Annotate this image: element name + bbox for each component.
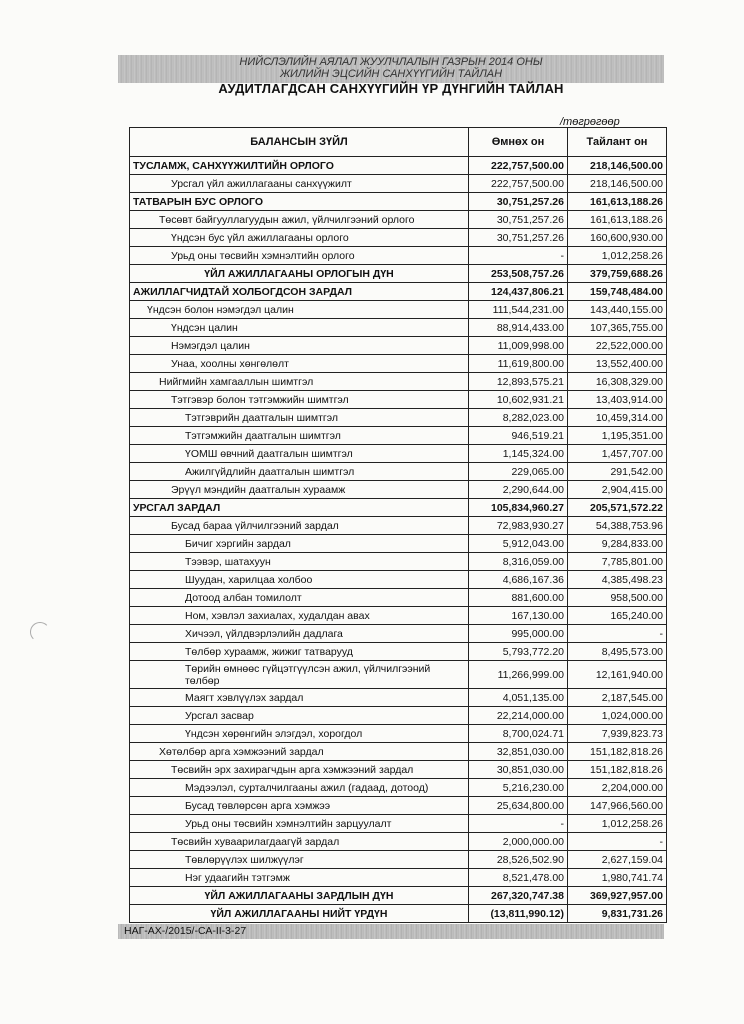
row-label: Тэтгэвэр болон тэтгэмжийн шимтгэл <box>130 391 469 409</box>
row-current-year-value: 1,024,000.00 <box>568 707 667 725</box>
col-header-item: БАЛАНСЫН ЗҮЙЛ <box>130 128 469 157</box>
table-row <box>130 743 667 761</box>
row-current-year-value: 151,182,818.26 <box>568 761 667 779</box>
row-label: Шуудан, харилцаа холбоо <box>130 571 469 589</box>
table-row <box>130 283 667 301</box>
row-prev-year-value: 30,751,257.26 <box>469 193 568 211</box>
row-prev-year-value: 8,700,024.71 <box>469 725 568 743</box>
table-row <box>130 499 667 517</box>
table-row <box>130 643 667 661</box>
row-label: Төвлөрүүлэх шилжүүлэг <box>130 851 469 869</box>
row-current-year-value: 147,966,560.00 <box>568 797 667 815</box>
row-prev-year-value: 12,893,575.21 <box>469 373 568 391</box>
table-row <box>130 355 667 373</box>
row-prev-year-value: 111,544,231.00 <box>469 301 568 319</box>
row-current-year-value: - <box>568 625 667 643</box>
header-line-2: ЖИЛИЙН ЭЦСИЙН САНХҮҮГИЙН ТАЙЛАН <box>279 68 503 80</box>
table-row <box>130 725 667 743</box>
row-prev-year-value: 881,600.00 <box>469 589 568 607</box>
row-prev-year-value: 5,793,772.20 <box>469 643 568 661</box>
row-label: Үндсэн хөрөнгийн элэгдэл, хорогдол <box>130 725 469 743</box>
row-prev-year-value: 28,526,502.90 <box>469 851 568 869</box>
row-prev-year-value: - <box>469 247 568 265</box>
table-row <box>130 319 667 337</box>
row-current-year-value: 218,146,500.00 <box>568 175 667 193</box>
row-label: Нэмэгдэл цалин <box>130 337 469 355</box>
report-title: АУДИТЛАГДСАН САНХҮҮГИЙН ҮР ДҮНГИЙН ТАЙЛАН <box>218 81 564 96</box>
row-current-year-value: 16,308,329.00 <box>568 373 667 391</box>
row-current-year-value: 958,500.00 <box>568 589 667 607</box>
row-label: Бичиг хэргийн зардал <box>130 535 469 553</box>
row-prev-year-value: 2,290,644.00 <box>469 481 568 499</box>
row-prev-year-value: 32,851,030.00 <box>469 743 568 761</box>
row-label: Маягт хэвлүүлэх зардал <box>130 689 469 707</box>
row-prev-year-value: 995,000.00 <box>469 625 568 643</box>
row-label: Нийгмийн хамгааллын шимтгэл <box>130 373 469 391</box>
row-current-year-value: 151,182,818.26 <box>568 743 667 761</box>
row-current-year-value: 369,927,957.00 <box>568 887 667 905</box>
row-prev-year-value: 11,266,999.00 <box>469 661 568 689</box>
row-label: Мэдээлэл, сурталчилгааны ажил (гадаад, дотоод) <box>130 779 469 797</box>
table-row <box>130 517 667 535</box>
table-row <box>130 661 667 689</box>
table-row <box>130 905 667 923</box>
row-label: ҮЙЛ АЖИЛЛАГААНЫ ЗАРДЛЫН ДҮН <box>130 887 469 905</box>
table-row <box>130 193 667 211</box>
row-label: Үндсэн бус үйл ажиллагааны орлого <box>130 229 469 247</box>
table-row <box>130 409 667 427</box>
row-label: Ном, хэвлэл захиалах, худалдан авах <box>130 607 469 625</box>
row-prev-year-value: 8,521,478.00 <box>469 869 568 887</box>
table-row <box>130 265 667 283</box>
table-row <box>130 157 667 175</box>
row-prev-year-value: 5,912,043.00 <box>469 535 568 553</box>
row-current-year-value: 1,012,258.26 <box>568 247 667 265</box>
row-prev-year-value: 30,851,030.00 <box>469 761 568 779</box>
table-row <box>130 571 667 589</box>
financial-table <box>129 127 667 923</box>
row-label: ТУСЛАМЖ, САНХҮҮЖИЛТИЙН ОРЛОГО <box>130 157 469 175</box>
row-label: ҮЙЛ АЖИЛЛАГААНЫ НИЙТ ҮРДҮН <box>130 905 469 923</box>
table-row <box>130 211 667 229</box>
table-row <box>130 301 667 319</box>
table-row <box>130 689 667 707</box>
row-label: ҮЙЛ АЖИЛЛАГААНЫ ОРЛОГЫН ДҮН <box>130 265 469 283</box>
table-row <box>130 761 667 779</box>
row-current-year-value: 22,522,000.00 <box>568 337 667 355</box>
row-current-year-value: 1,012,258.26 <box>568 815 667 833</box>
row-current-year-value: 218,146,500.00 <box>568 157 667 175</box>
row-current-year-value: 8,495,573.00 <box>568 643 667 661</box>
row-label: Төрийн өмнөөс гүйцэтгүүлсэн ажил, үйлчилгээний төлбөр <box>130 661 469 689</box>
row-current-year-value: 159,748,484.00 <box>568 283 667 301</box>
table-row <box>130 887 667 905</box>
row-label: Урьд оны төсвийн хэмнэлтийн орлого <box>130 247 469 265</box>
row-current-year-value: 9,284,833.00 <box>568 535 667 553</box>
row-label: Бусад бараа үйлчилгээний зардал <box>130 517 469 535</box>
row-prev-year-value: 267,320,747.38 <box>469 887 568 905</box>
row-label: Дотоод албан томилолт <box>130 589 469 607</box>
row-current-year-value: 1,457,707.00 <box>568 445 667 463</box>
row-current-year-value: 143,440,155.00 <box>568 301 667 319</box>
row-current-year-value: 7,785,801.00 <box>568 553 667 571</box>
table-row <box>130 391 667 409</box>
row-prev-year-value: 1,145,324.00 <box>469 445 568 463</box>
row-current-year-value: 1,980,741.74 <box>568 869 667 887</box>
row-current-year-value: 2,187,545.00 <box>568 689 667 707</box>
row-current-year-value: 4,385,498.23 <box>568 571 667 589</box>
table-row <box>130 427 667 445</box>
table-row <box>130 625 667 643</box>
table-row <box>130 481 667 499</box>
row-prev-year-value: 167,130.00 <box>469 607 568 625</box>
row-label: Урьд оны төсвийн хэмнэлтийн зарцуулалт <box>130 815 469 833</box>
row-label: Үндсэн цалин <box>130 319 469 337</box>
row-prev-year-value: (13,811,990.12) <box>469 905 568 923</box>
currency-unit: /төгрөгөөр <box>560 116 620 128</box>
row-current-year-value: 2,204,000.00 <box>568 779 667 797</box>
row-current-year-value: 165,240.00 <box>568 607 667 625</box>
row-current-year-value: 2,627,159.04 <box>568 851 667 869</box>
table-row <box>130 337 667 355</box>
row-label: Тээвэр, шатахуун <box>130 553 469 571</box>
row-prev-year-value: 25,634,800.00 <box>469 797 568 815</box>
punch-hole-mark <box>30 622 50 642</box>
row-current-year-value: 10,459,314.00 <box>568 409 667 427</box>
row-current-year-value: 13,403,914.00 <box>568 391 667 409</box>
row-prev-year-value: 2,000,000.00 <box>469 833 568 851</box>
row-label: Төсөвт байгууллагуудын ажил, үйлчилгээний орлого <box>130 211 469 229</box>
row-current-year-value: - <box>568 833 667 851</box>
row-prev-year-value: 222,757,500.00 <box>469 157 568 175</box>
row-prev-year-value: - <box>469 815 568 833</box>
row-current-year-value: 9,831,731.26 <box>568 905 667 923</box>
row-label: ҮОМШ өвчний даатгалын шимтгэл <box>130 445 469 463</box>
row-label: Хөтөлбөр арга хэмжээний зардал <box>130 743 469 761</box>
table-row <box>130 535 667 553</box>
table-row <box>130 175 667 193</box>
table-row <box>130 229 667 247</box>
row-label: Хичээл, үйлдвэрлэлийн дадлага <box>130 625 469 643</box>
table-row <box>130 851 667 869</box>
row-current-year-value: 205,571,572.22 <box>568 499 667 517</box>
row-prev-year-value: 229,065.00 <box>469 463 568 481</box>
table-row <box>130 797 667 815</box>
row-prev-year-value: 4,686,167.36 <box>469 571 568 589</box>
row-current-year-value: 54,388,753.96 <box>568 517 667 535</box>
row-prev-year-value: 8,316,059.00 <box>469 553 568 571</box>
row-prev-year-value: 222,757,500.00 <box>469 175 568 193</box>
table-row <box>130 869 667 887</box>
row-label: Унаа, хоолны хөнгөлөлт <box>130 355 469 373</box>
row-label: Төлбөр хураамж, жижиг татварууд <box>130 643 469 661</box>
row-prev-year-value: 105,834,960.27 <box>469 499 568 517</box>
row-prev-year-value: 4,051,135.00 <box>469 689 568 707</box>
document-code: НАГ-АХ-/2015/-СА-II-3-27 <box>124 925 247 937</box>
header-line-1: НИЙСЛЭЛИЙН АЯЛАЛ ЖУУЛЧЛАЛЫН ГАЗРЫН 2014 ОНЫ <box>239 56 543 68</box>
row-current-year-value: 160,600,930.00 <box>568 229 667 247</box>
row-prev-year-value: 253,508,757.26 <box>469 265 568 283</box>
row-current-year-value: 2,904,415.00 <box>568 481 667 499</box>
table-row <box>130 779 667 797</box>
row-prev-year-value: 8,282,023.00 <box>469 409 568 427</box>
table-row <box>130 707 667 725</box>
row-label: Ажилгүйдлийн даатгалын шимтгэл <box>130 463 469 481</box>
row-label: Тэтгэврийн даатгалын шимтгэл <box>130 409 469 427</box>
row-prev-year-value: 22,214,000.00 <box>469 707 568 725</box>
table-row <box>130 815 667 833</box>
table-row <box>130 607 667 625</box>
row-current-year-value: 13,552,400.00 <box>568 355 667 373</box>
row-current-year-value: 161,613,188.26 <box>568 211 667 229</box>
col-header-prev-year: Өмнөх он <box>469 128 568 157</box>
row-prev-year-value: 30,751,257.26 <box>469 211 568 229</box>
row-prev-year-value: 11,009,998.00 <box>469 337 568 355</box>
table-row <box>130 373 667 391</box>
row-prev-year-value: 88,914,433.00 <box>469 319 568 337</box>
row-label: Тэтгэмжийн даатгалын шимтгэл <box>130 427 469 445</box>
row-label: АЖИЛЛАГЧИДТАЙ ХОЛБОГДСОН ЗАРДАЛ <box>130 283 469 301</box>
row-label: Эрүүл мэндийн даатгалын хураамж <box>130 481 469 499</box>
table-row <box>130 553 667 571</box>
row-current-year-value: 107,365,755.00 <box>568 319 667 337</box>
table-header-row <box>130 128 667 157</box>
row-current-year-value: 379,759,688.26 <box>568 265 667 283</box>
row-current-year-value: 7,939,823.73 <box>568 725 667 743</box>
col-header-current-year: Тайлант он <box>568 128 667 157</box>
row-current-year-value: 161,613,188.26 <box>568 193 667 211</box>
row-prev-year-value: 946,519.21 <box>469 427 568 445</box>
row-prev-year-value: 30,751,257.26 <box>469 229 568 247</box>
table-body <box>130 157 667 923</box>
row-label: УРСГАЛ ЗАРДАЛ <box>130 499 469 517</box>
row-label: Төсвийн хуваарилагдаагүй зардал <box>130 833 469 851</box>
table-row <box>130 445 667 463</box>
table-row <box>130 833 667 851</box>
row-prev-year-value: 72,983,930.27 <box>469 517 568 535</box>
row-label: Урсгал засвар <box>130 707 469 725</box>
row-label: Бусад төвлөрсөн арга хэмжээ <box>130 797 469 815</box>
row-label: Үндсэн болон нэмэгдэл цалин <box>130 301 469 319</box>
row-prev-year-value: 5,216,230.00 <box>469 779 568 797</box>
row-label: Төсвийн эрх захирагчдын арга хэмжээний зардал <box>130 761 469 779</box>
row-current-year-value: 1,195,351.00 <box>568 427 667 445</box>
table-row <box>130 247 667 265</box>
row-prev-year-value: 124,437,806.21 <box>469 283 568 301</box>
row-prev-year-value: 11,619,800.00 <box>469 355 568 373</box>
row-current-year-value: 12,161,940.00 <box>568 661 667 689</box>
row-current-year-value: 291,542.00 <box>568 463 667 481</box>
table-row <box>130 463 667 481</box>
row-label: Нэг удаагийн тэтгэмж <box>130 869 469 887</box>
table-row <box>130 589 667 607</box>
row-label: ТАТВАРЫН БУС ОРЛОГО <box>130 193 469 211</box>
row-prev-year-value: 10,602,931.21 <box>469 391 568 409</box>
row-label: Урсгал үйл ажиллагааны санхүүжилт <box>130 175 469 193</box>
